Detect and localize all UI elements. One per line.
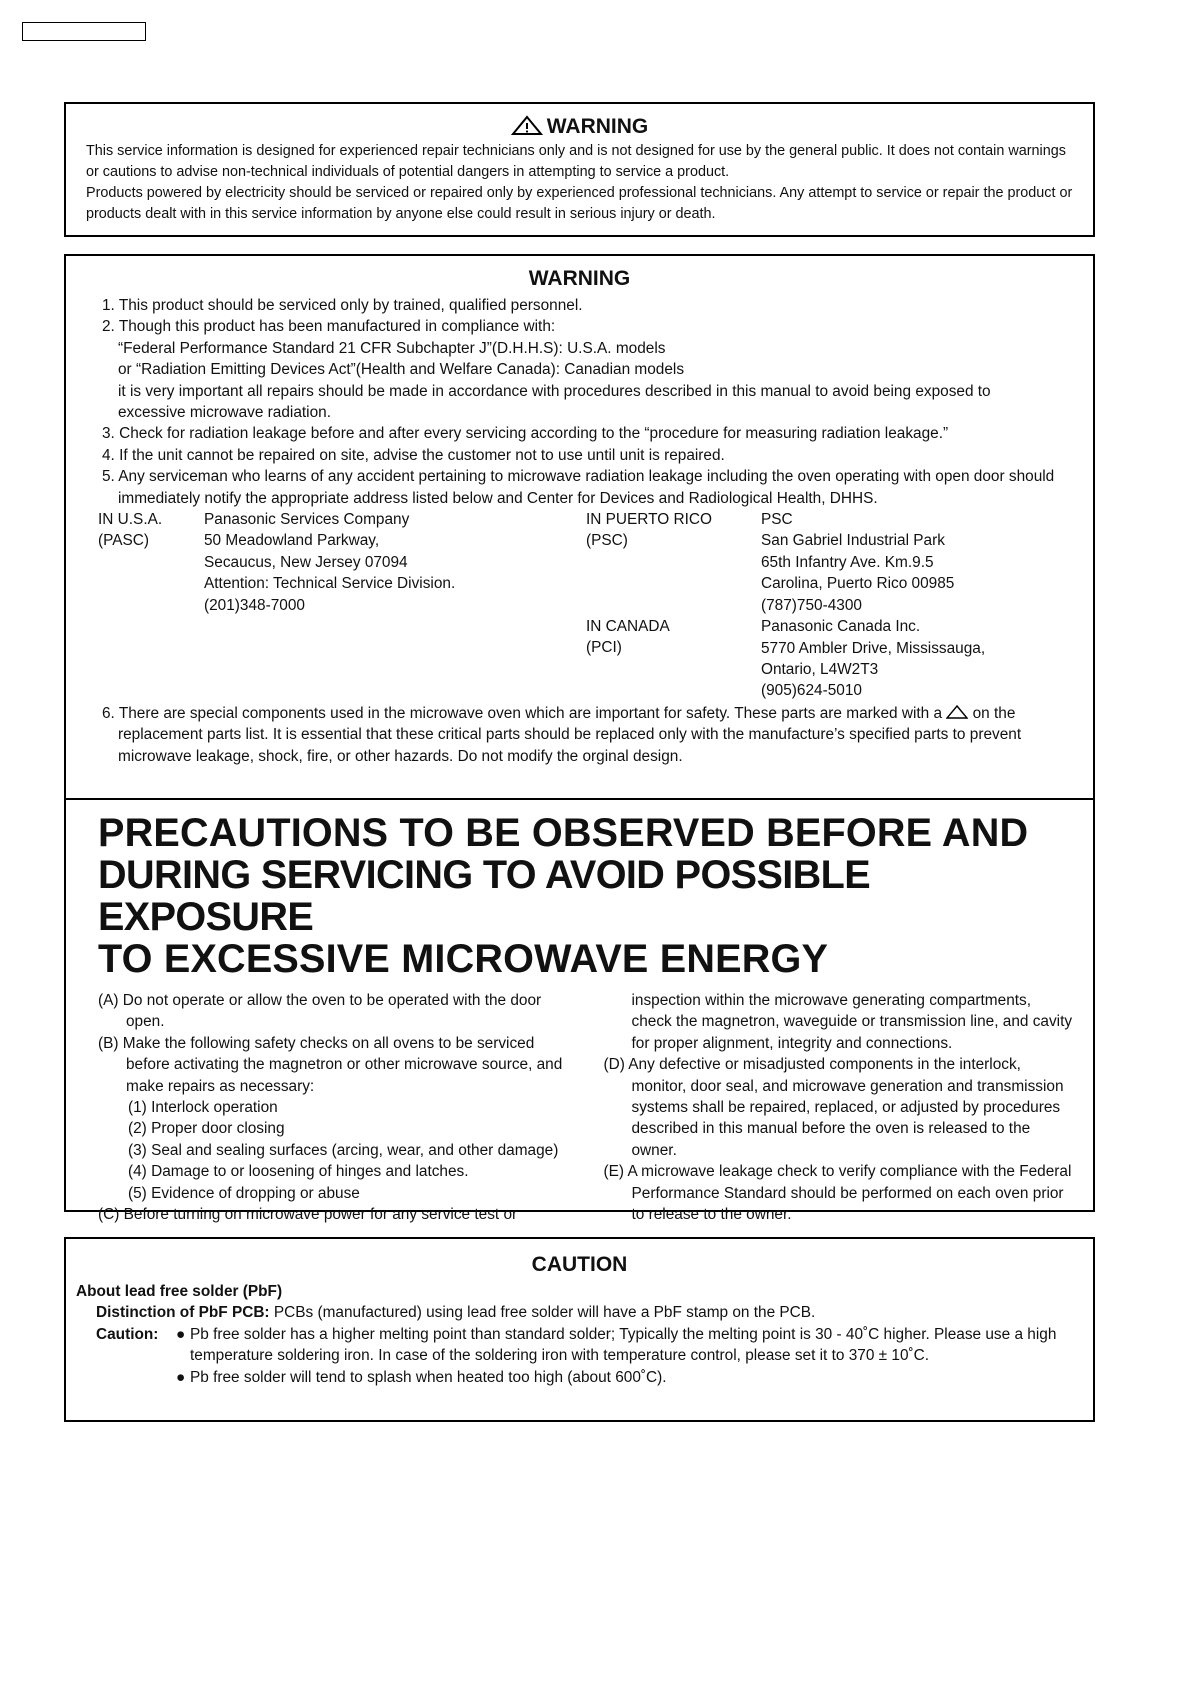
region-label: IN CANADA <box>586 617 670 635</box>
address-line: San Gabriel Industrial Park <box>761 532 945 550</box>
list-item <box>98 703 1059 767</box>
address-line: Carolina, Puerto Rico 00985 <box>761 575 955 593</box>
caution-label: Caution: <box>96 1325 159 1343</box>
precaution-subitem: (5) Evidence of dropping or abuse <box>128 1184 360 1202</box>
list-item: 5. Any serviceman who learns of any accident pertaining to microwave radiation leakage including the oven operating with open door should immediately notify the appropriate address listed below and Center for Devices and Radiological Health, DHHS. <box>102 468 1055 507</box>
region-abbr: (PCI) <box>586 639 622 657</box>
region-abbr: (PASC) <box>98 532 150 550</box>
precaution-item: (A) Do not operate or allow the oven to be operated with the door open. <box>98 992 542 1031</box>
region-label: IN U.S.A. <box>98 511 163 529</box>
contact-addresses <box>98 509 1069 703</box>
address-line: 50 Meadowland Parkway, <box>204 532 380 550</box>
warning-title: WARNING <box>546 115 649 138</box>
title-line: DURING SERVICING TO AVOID POSSIBLE EXPOSURE <box>98 853 871 939</box>
caution-subtitle: About lead free solder (PbF) <box>76 1283 283 1300</box>
list-item: 4. If the unit cannot be repaired on site, advise the customer not to use until unit is repaired. <box>102 446 725 464</box>
address-line: PSC <box>761 511 793 529</box>
address-line: (905)624-5010 <box>761 682 862 700</box>
caution-box <box>64 1237 1095 1422</box>
address-line: (787)750-4300 <box>761 596 862 614</box>
list-item-detail: it is very important all repairs should be made in accordance with procedures described in this manual to avoid being exposed to excessive microwave radiation. <box>118 382 991 422</box>
precaution-item: (C) Before turning on microwave power for any service test or <box>98 1206 518 1224</box>
list-item-text: 6. There are special components used in the microwave oven which are important for safety. These parts are marked with a <box>102 705 943 723</box>
warning-notice-box <box>64 102 1095 237</box>
caution-bullet: Pb free solder will tend to splash when heated too high (about 600˚C). <box>190 1368 667 1386</box>
region-label: IN PUERTO RICO <box>586 511 712 529</box>
warning-heading <box>66 115 1093 139</box>
puerto-rico-canada-address <box>761 509 985 702</box>
precaution-subitem: (2) Proper door closing <box>128 1120 285 1138</box>
address-line: 65th Infantry Ave. Km.9.5 <box>761 553 934 571</box>
warning-paragraph: Products powered by electricity should be serviced or repaired only by experienced professional technicians. Any attempt to service or repair the product or products dealt with in this service information by anyone else could result in serious injury or death. <box>86 185 1073 222</box>
address-line: 5770 Ambler Drive, Mississauga, <box>761 639 986 657</box>
pbf-distinction <box>76 1302 1073 1323</box>
caution-title: CAUTION <box>531 1253 628 1276</box>
precautions-title <box>98 812 1073 980</box>
address-line: Ontario, L4W2T3 <box>761 660 879 678</box>
warning-list-title: WARNING <box>528 267 631 290</box>
distinction-label: Distinction of PbF PCB: <box>96 1304 270 1322</box>
warning-paragraph: This service information is designed for experienced repair technicians only and is not designed for use by the general public. It does not contain warnings or cautions to advise non-technical individuals of potential dangers in attempting to service a product. <box>86 143 1066 180</box>
address-line: Attention: Technical Service Division. <box>204 575 456 593</box>
list-item: 2. Though this product has been manufactured in compliance with: <box>102 318 556 336</box>
list-item-text: on the replacement parts list. It is essential that these critical parts should be replaced only with the manufacture’s specified parts to prevent microwave leakage, shock, fire, or other hazards. Do not modify the orginal design. <box>118 705 1022 765</box>
precaution-item: (E) A microwave leakage check to verify compliance with the Federal Performance Standard should be performed on each oven prior to release to the owner. <box>603 1163 1072 1224</box>
precautions-left-column <box>98 990 568 1225</box>
precautions-right-column <box>604 990 1074 1225</box>
list-item-detail: or “Radiation Emitting Devices Act”(Health and Welfare Canada): Canadian models <box>118 361 685 379</box>
precaution-subitem: (3) Seal and sealing surfaces (arcing, wear, and other damage) <box>128 1141 559 1159</box>
caution-bullet: Pb free solder has a higher melting point than standard solder; Typically the melting point is 30 - 40˚C higher. Please use a high temperature soldering iron. In case of the soldering iron with temperature control, please set it to 370 ± 10˚C. <box>190 1325 1057 1365</box>
list-item-detail: “Federal Performance Standard 21 CFR Subchapter J”(D.H.H.S): U.S.A. models <box>118 339 666 357</box>
bullet-icon: ● <box>176 1325 186 1343</box>
precaution-subitem: (1) Interlock operation <box>128 1099 278 1117</box>
precaution-subitem: (4) Damage to or loosening of hinges and latches. <box>128 1163 469 1181</box>
title-line: PRECAUTIONS TO BE OBSERVED BEFORE AND <box>98 811 1029 855</box>
warning-list-box <box>64 254 1095 798</box>
precaution-item: (B) Make the following safety checks on all ovens to be serviced before activating the magnetron or other microwave source, and make repairs as necessary: <box>98 1034 563 1095</box>
precaution-item-continued: inspection within the microwave generating compartments, check the magnetron, waveguide or transmission line, and cavity for proper alignment, integrity and connections. <box>631 992 1073 1052</box>
region-abbr: (PSC) <box>586 532 628 550</box>
address-line: Panasonic Canada Inc. <box>761 618 921 636</box>
list-item: 3. Check for radiation leakage before and after every servicing according to the “procedure for measuring radiation leakage.” <box>102 425 949 443</box>
usa-address <box>204 509 455 616</box>
warning-triangle-icon <box>946 705 968 719</box>
distinction-text: PCBs (manufactured) using lead free solder will have a PbF stamp on the PCB. <box>269 1304 816 1322</box>
precautions-box <box>64 798 1095 1224</box>
title-line: TO EXCESSIVE MICROWAVE ENERGY <box>98 937 829 981</box>
address-line: Panasonic Services Company <box>204 511 410 529</box>
warning-triangle-icon <box>511 115 543 135</box>
precaution-item: (D) Any defective or misadjusted components in the interlock, monitor, door seal, and microwave generation and transmission systems shall be repaired, replaced, or adjusted by procedures described in this manual before the oven is released to the owner. <box>603 1056 1064 1159</box>
list-item: 1. This product should be serviced only by trained, qualified personnel. <box>102 297 583 314</box>
page-number-box <box>22 22 146 41</box>
address-line: Secaucus, New Jersey 07094 <box>204 553 408 571</box>
bullet-icon: ● <box>176 1368 186 1386</box>
address-line: (201)348-7000 <box>204 596 305 614</box>
